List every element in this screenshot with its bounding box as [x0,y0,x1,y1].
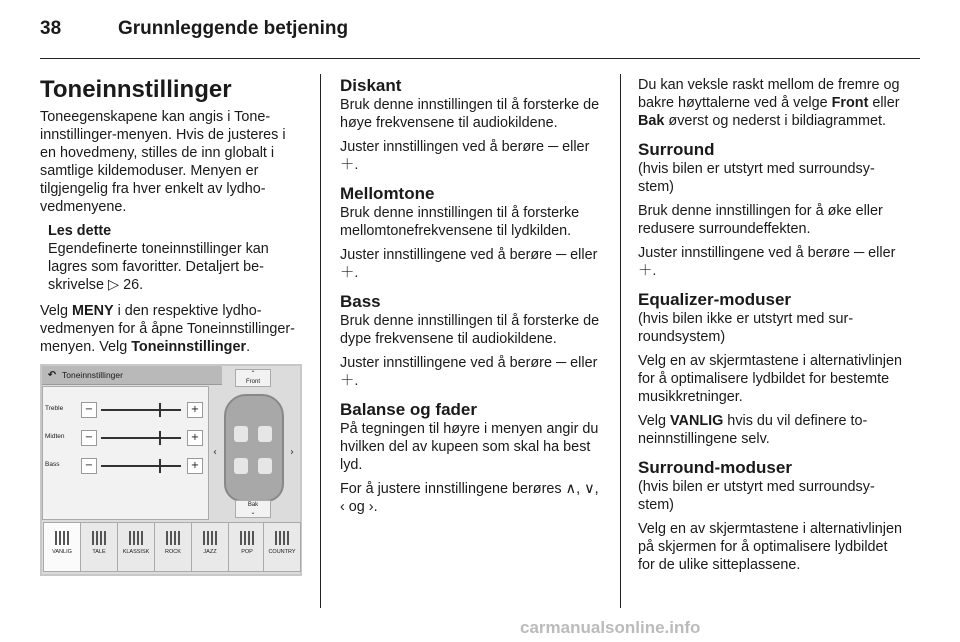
column-3 [638,76,902,580]
slider-row [43,399,208,421]
text-run-bold: Front [831,95,869,111]
slider-knob[interactable] [159,431,161,445]
preset-button[interactable] [43,522,81,572]
heading-surround: Surround [638,140,715,159]
header-rule [40,58,920,59]
slider-knob[interactable] [159,403,161,417]
slider-track[interactable] [101,409,181,411]
seat-icon [234,426,248,442]
seat-icon [234,458,248,474]
slider-track[interactable] [101,437,181,439]
equalizer-icon [129,531,143,545]
note-box [40,222,304,294]
preset-label: TALE [92,549,106,555]
chevron-right-icon[interactable]: › [290,447,294,458]
paragraph: På tegningen til høyre i menyen angir du hvilken del av kupeen som skal ha best lyd. [340,421,599,473]
rear-button[interactable] [235,500,271,518]
paragraph: Bruk denne innstillingen til å forsterke de dype frekvensene til audiokildene. [340,313,600,347]
ref-arrow-icon: ▷ [107,277,120,293]
equalizer-icon [240,531,254,545]
paragraph: Juster innstillingene ved å berøre ─ eller ＋. [638,245,896,279]
chevron-left-icon[interactable]: ‹ [213,447,217,458]
preset-button[interactable] [228,522,266,572]
note-title: Les dette [48,223,112,239]
minus-button[interactable]: − [81,430,97,446]
slider-row [43,427,208,449]
heading-bass: Bass [340,292,381,311]
equalizer-icon [203,531,217,545]
column-divider-2 [620,74,621,608]
text-run-bold: VANLIG [670,413,724,429]
slider-knob[interactable] [159,459,161,473]
preset-button[interactable] [80,522,118,572]
slider-label: Treble [45,405,64,412]
front-label: Front [245,379,260,385]
paragraph: Bruk denne innstillingen for å øke eller redusere surroundeffekten. [638,203,883,237]
back-icon[interactable]: ↶ [47,370,57,381]
text-run-bold: Bak [638,113,665,129]
preset-button[interactable] [117,522,155,572]
text-run-bold: MENY [72,303,114,319]
slider-label: Midten [45,433,65,440]
front-button[interactable] [235,369,271,387]
plus-button[interactable]: + [187,458,203,474]
equalizer-icon [166,531,180,545]
plus-button[interactable]: + [187,430,203,446]
paragraph: (hvis bilen er utstyrt med surroundsystem) [638,161,875,195]
screen [42,366,300,574]
section-heading: Toneinnstillinger [40,76,232,103]
note-ref[interactable]: 26. [123,277,144,293]
paragraph: (hvis bilen er utstyrt med surroundsystem) [638,479,875,513]
seat-icon [258,458,272,474]
car-diagram [224,394,284,502]
text-run: Du kan veksle raskt mellom de fremre og bakre høyttalerne ved å velge [638,77,900,111]
paragraph [638,412,902,448]
column-2 [340,76,604,522]
equalizer-icon [275,531,289,545]
preset-button[interactable] [154,522,192,572]
column-divider-1 [320,74,321,608]
screen-title-bar [42,366,222,385]
paragraph: Velg en av skjermtastene i alternativlinjen for å optimalisere lydbildet for bestemte musikkretninger. [638,353,902,405]
heading-surround-modes: Surround-moduser [638,458,792,477]
paragraph: Bruk denne innstillingen til å forsterke de høye frekvensene til audiokildene. [340,97,600,131]
tone-settings-screenshot [40,364,302,576]
page-number: 38 [40,18,62,39]
screen-title: Toneinnstillinger [62,370,123,380]
text-run: eller [868,95,900,111]
equalizer-icon [92,531,106,545]
chevron-up-icon: ⌃ [250,370,256,377]
paragraph: (hvis bilen ikke er utstyrt med surroundsystem) [638,311,854,345]
slider-label: Bass [45,461,60,468]
paragraph: Velg en av skjermtastene i alternativlinjen på skjermen for å optimalisere lydbildet for de ulike sitteplassene. [638,521,902,573]
chevron-down-icon: ⌄ [250,509,256,516]
rear-label: Bak [247,502,259,508]
plus-button[interactable]: + [187,402,203,418]
preset-label: KLASSISK [122,549,150,555]
text-run: Velg [638,413,671,429]
paragraph: For å justere innstillingene berøres ∧, ∨, ‹ og ›. [340,481,599,515]
preset-button[interactable] [191,522,229,572]
preset-bar [42,522,300,572]
column-1 [40,76,304,362]
preset-label: ROCK [165,549,181,555]
text-run: . [246,339,251,355]
minus-button[interactable]: − [81,402,97,418]
preset-label: VANLIG [52,549,72,555]
preset-label: JAZZ [203,549,217,555]
preset-label: COUNTRY [268,549,296,555]
chapter-title: Grunnleggende betjening [118,18,349,39]
page-header [40,18,348,40]
slider-panel [42,386,209,520]
text-run-bold: Toneinnstillinger [131,339,247,355]
paragraph: Juster innstillingen ved å berøre ─ eller ＋. [340,139,590,173]
heading-diskant: Diskant [340,76,402,95]
paragraph: Juster innstillingene ved å berøre ─ eller ＋. [340,355,598,389]
text-run: i den respektive lydhovedmenyen for å åpne Toneinnstillinger-menyen. Velg [40,303,295,355]
text-run: Velg [40,303,73,319]
heading-mellomtone: Mellomtone [340,184,435,203]
note-body: Egendefinerte toneinnstillinger kan lagres som favoritter. Detaljert beskrivelse [48,241,269,293]
text-run: hvis du vil definere toneinnstillingene selv. [638,413,868,447]
slider-track[interactable] [101,465,181,467]
intro-paragraph: Toneegenskapene kan angis i Toneinnstillinger-menyen. Hvis de justeres i en hovedmeny, stilles de inn globalt i samtlige kildemoduser. Menyen er tilgjengelig fra hver enkelt av lydhovedmenyene. [40,109,286,215]
preset-label: POP [241,549,253,555]
paragraph: Juster innstillingene ved å berøre ─ eller ＋. [340,247,598,281]
slider-row [43,455,208,477]
minus-button[interactable]: − [81,458,97,474]
watermark: carmanualsonline.info [520,618,701,637]
heading-equalizer: Equalizer-moduser [638,290,792,309]
note-text [48,240,304,294]
menu-paragraph [40,302,304,356]
seat-icon [258,426,272,442]
paragraph: Bruk denne innstillingen til å forsterke mellomtonefrekvensene til lydkilden. [340,205,580,239]
heading-balanse: Balanse og fader [340,400,477,419]
equalizer-icon [55,531,69,545]
paragraph [638,76,902,130]
text-run: øverst og nederst i bildiagrammet. [664,113,886,129]
preset-button[interactable] [263,522,301,572]
